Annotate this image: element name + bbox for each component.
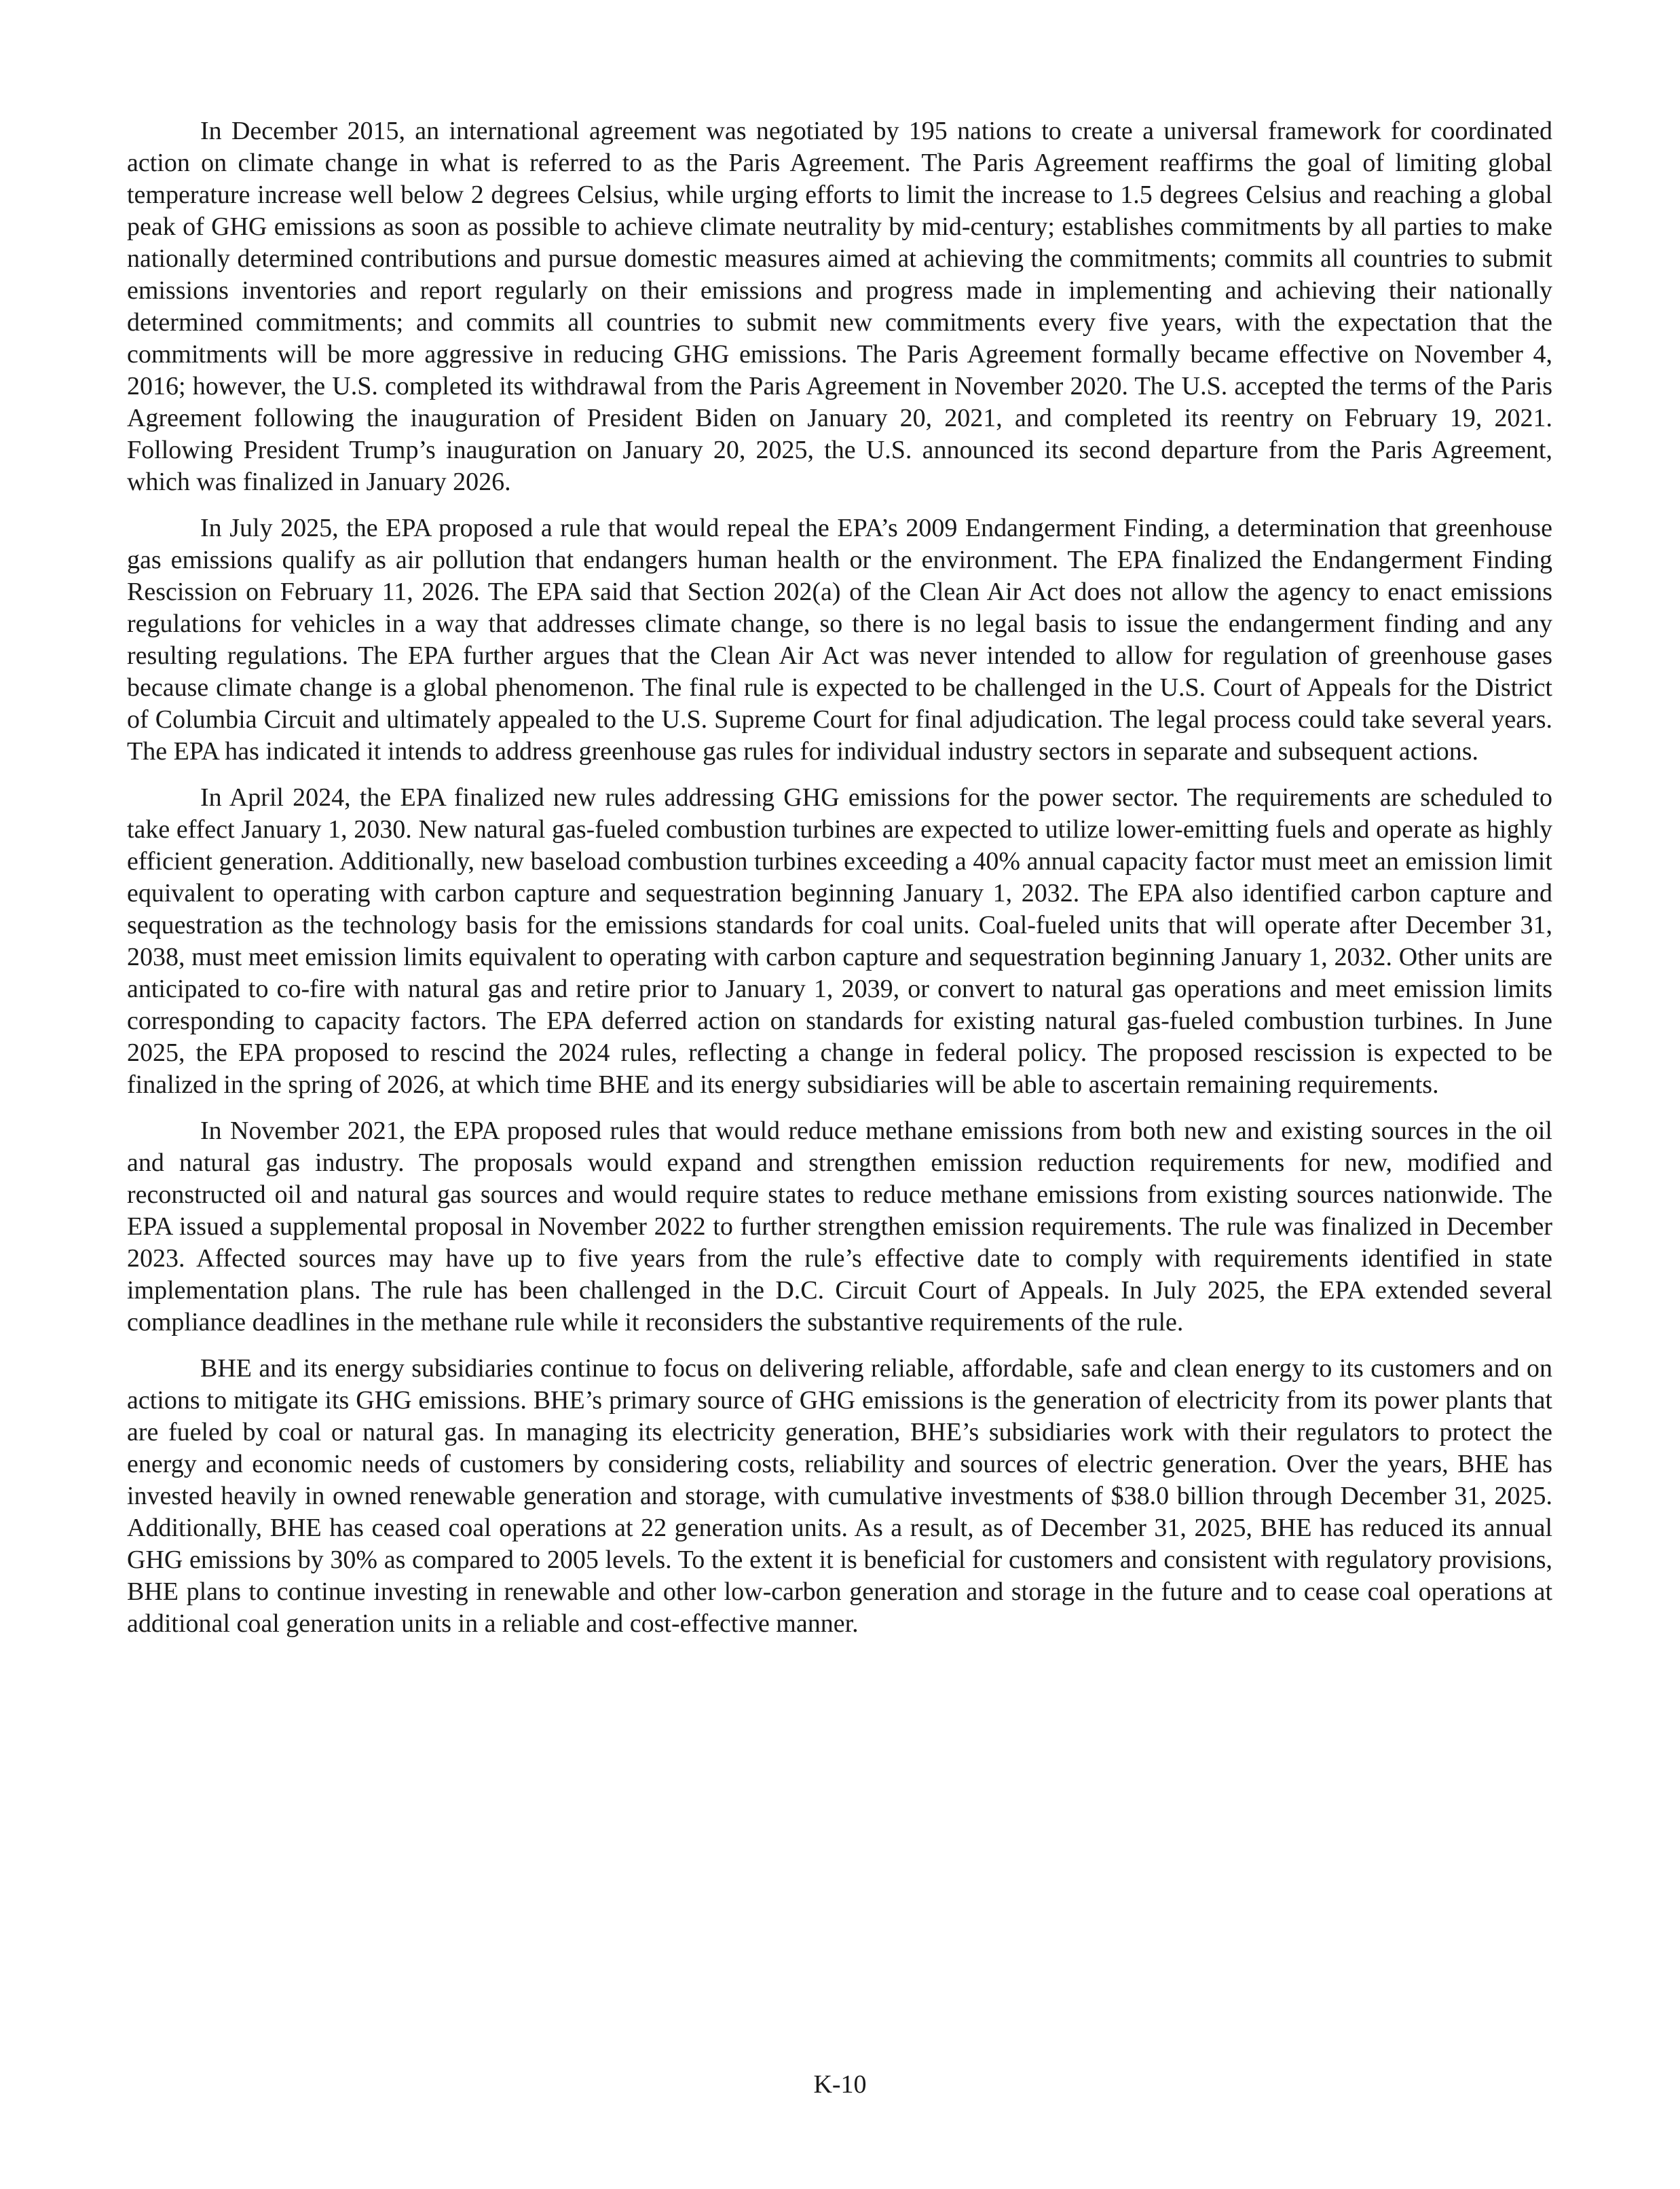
paragraph-methane-rules: In November 2021, the EPA proposed rules that would reduce methane emissions from both new and existing sources in the oil and natural gas industry. The proposals would expand and strengthen emission reduction requirements for new, modified and reconstructed oil and natural gas sources and would require states to reduce methane emissions from existing sources nationwide. The EPA issued a supplemental proposal in November 2022 to further strengthen emission requirements. The rule was finalized in December 2023. Affected sources may have up to five years from the rule’s effective date to comply with requirements identified in state implementation plans. The rule has been challenged in the D.C. Circuit Court of Appeals. In July 2025, the EPA extended several compliance deadlines in the methane rule while it reconsiders the substantive requirements of the rule. [127, 1117, 1552, 1336]
paragraph-endangerment-finding: In July 2025, the EPA proposed a rule that would repeal the EPA’s 2009 Endangerment Finding, a determination that greenhouse gas emissions qualify as air pollution that endangers human health or the environment. The EPA finalized the Endangerment Finding Rescission on February 11, 2026. The EPA said that Section 202(a) of the Clean Air Act does not allow the agency to enact emissions regulations for vehicles in a way that addresses climate change, so there is no legal basis to issue the endangerment finding and any resulting regulations. The EPA further argues that the Clean Air Act was never intended to allow for regulation of greenhouse gases because climate change is a global phenomenon. The final rule is expected to be challenged in the U.S. Court of Appeals for the District of Columbia Circuit and ultimately appealed to the U.S. Supreme Court for final adjudication. The legal process could take several years. The EPA has indicated it intends to address greenhouse gas rules for individual industry sectors in separate and subsequent actions. [127, 514, 1552, 766]
paragraph-bhe-emissions: BHE and its energy subsidiaries continue to focus on delivering reliable, affordable, safe and clean energy to its customers and on actions to mitigate its GHG emissions. BHE’s primary source of GHG emissions is the generation of electricity from its power plants that are fueled by coal or natural gas. In managing its electricity generation, BHE’s subsidiaries work with their regulators to protect the energy and economic needs of customers by considering costs, reliability and sources of electric generation. Over the years, BHE has invested heavily in owned renewable generation and storage, with cumulative investments of $38.0 billion through December 31, 2025. Additionally, BHE has ceased coal operations at 22 generation units. As a result, as of December 31, 2025, BHE has reduced its annual GHG emissions by 30% as compared to 2005 levels. To the extent it is beneficial for customers and consistent with regulatory provisions, BHE plans to continue investing in renewable and other low-carbon generation and storage in the future and to cease coal operations at additional coal generation units in a reliable and cost-effective manner. [127, 1354, 1552, 1638]
paragraph-power-sector-rules: In April 2024, the EPA finalized new rules addressing GHG emissions for the power sector. The requirements are scheduled to take effect January 1, 2030. New natural gas-fueled combustion turbines are expected to utilize lower-emitting fuels and operate as highly efficient generation. Additionally, new baseload combustion turbines exceeding a 40% annual capacity factor must meet an emission limit equivalent to operating with carbon capture and sequestration beginning January 1, 2032. The EPA also identified carbon capture and sequestration as the technology basis for the emissions standards for coal units. Coal-fueled units that will operate after December 31, 2038, must meet emission limits equivalent to operating with carbon capture and sequestration beginning January 1, 2032. Other units are anticipated to co-fire with natural gas and retire prior to January 1, 2039, or convert to natural gas operations and meet emission limits corresponding to capacity factors. The EPA deferred action on standards for existing natural gas-fueled combustion turbines. In June 2025, the EPA proposed to rescind the 2024 rules, reflecting a change in federal policy. The proposed rescission is expected to be finalized in the spring of 2026, at which time BHE and its energy subsidiaries will be able to ascertain remaining requirements. [127, 783, 1552, 1099]
page-number: K-10 [813, 2070, 867, 2099]
paragraph-paris-agreement: In December 2015, an international agreement was negotiated by 195 nations to create a universal framework for coordinated action on climate change in what is referred to as the Paris Agreement. The Paris Agreement reaffirms the goal of limiting global temperature increase well below 2 degrees Celsius, while urging efforts to limit the increase to 1.5 degrees Celsius and reaching a global peak of GHG emissions as soon as possible to achieve climate neutrality by mid-century; establishes commitments by all parties to make nationally determined contributions and pursue domestic measures aimed at achieving the commitments; commits all countries to submit emissions inventories and report regularly on their emissions and progress made in implementing and achieving their nationally determined commitments; and commits all countries to submit new commitments every five years, with the expectation that the commitments will be more aggressive in reducing GHG emissions. The Paris Agreement formally became effective on November 4, 2016; however, the U.S. completed its withdrawal from the Paris Agreement in November 2020. The U.S. accepted the terms of the Paris Agreement following the inauguration of President Biden on January 20, 2021, and completed its reentry on February 19, 2021. Following President Trump’s inauguration on January 20, 2025, the U.S. announced its second departure from the Paris Agreement, which was finalized in January 2026. [127, 117, 1552, 496]
document-body [127, 115, 1552, 1654]
